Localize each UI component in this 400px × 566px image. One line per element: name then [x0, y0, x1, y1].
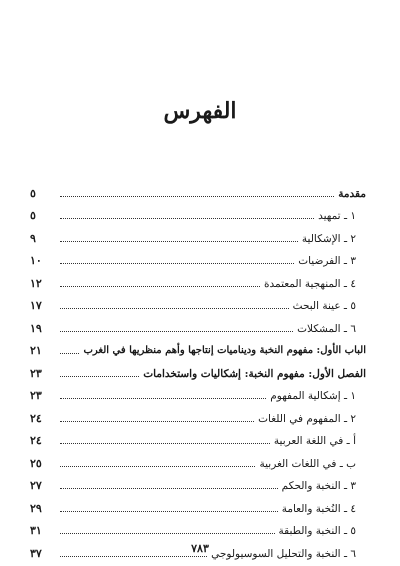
- toc-entry: [30, 313, 366, 336]
- dot-leader: [60, 218, 314, 219]
- toc-entry-page: ١٧: [30, 299, 42, 312]
- dot-leader: [60, 331, 293, 332]
- toc-entry-label: ٦ ـ المشكلات: [297, 322, 356, 335]
- toc-entry: [30, 381, 366, 404]
- dot-leader: [60, 196, 334, 197]
- dot-leader: [60, 353, 79, 354]
- toc-entry-page: ٣١: [30, 524, 42, 537]
- table-of-contents: [30, 178, 366, 561]
- dot-leader: [60, 466, 255, 467]
- toc-entry: [30, 426, 366, 449]
- toc-entry: [30, 516, 366, 539]
- toc-entry-label: ٢ ـ المفهوم في اللغات: [258, 412, 356, 425]
- toc-entry-label: ٤ ـ النُخبة والعامة: [281, 502, 356, 515]
- toc-entry-page: ١٢: [30, 276, 42, 290]
- toc-entry-page: ٢٤: [30, 411, 42, 425]
- dot-leader: [60, 241, 298, 242]
- toc-entry-page: ٥: [30, 209, 36, 222]
- dot-leader: [60, 263, 294, 264]
- toc-entry-label: ٣ ـ الفرضيات: [298, 255, 356, 267]
- dot-leader: [60, 488, 278, 489]
- toc-entry-label: الفصل الأول: مفهوم النخبة: إشكاليات واستخدامات: [143, 367, 366, 380]
- toc-entry: [30, 291, 366, 314]
- toc-entry: [30, 493, 366, 516]
- toc-entry-page: ١٠: [30, 254, 42, 267]
- dot-leader: [60, 286, 260, 287]
- toc-entry-label: ٥ ـ النخبة والطبقة: [278, 525, 356, 537]
- toc-entry-label: ٣ ـ النخبة والحكم: [281, 480, 356, 492]
- toc-entry-page: ٩: [30, 231, 36, 245]
- toc-entry: [30, 178, 366, 201]
- dot-leader: [60, 533, 275, 534]
- dot-leader: [60, 398, 266, 399]
- toc-entry-label: ب ـ في اللغات الغربية: [259, 457, 356, 470]
- toc-entry-page: ٢٥: [30, 456, 42, 470]
- toc-entry: [30, 448, 366, 471]
- toc-entry-page: ٢١: [30, 344, 42, 357]
- toc-entry: [30, 403, 366, 426]
- toc-entry-page: ٣٧: [30, 546, 42, 560]
- page-number: ٧٨٣: [191, 542, 209, 555]
- toc-entry-page: ٢٩: [30, 501, 42, 515]
- toc-entry: [30, 223, 366, 246]
- toc-entry-label: ١ ـ تمهيد: [318, 210, 356, 222]
- toc-entry-label: أ ـ في اللغة العربية: [273, 435, 356, 447]
- toc-entry-label: ٤ ـ المنهجية المعتمدة: [263, 277, 356, 290]
- toc-entry-page: ٢٣: [30, 389, 42, 402]
- toc-entry: [30, 336, 366, 359]
- toc-entry-label: مقدمة: [338, 187, 366, 200]
- dot-leader: [60, 556, 207, 557]
- toc-entry-page: ١٩: [30, 321, 42, 335]
- toc-entry: [30, 471, 366, 494]
- toc-entry: [30, 201, 366, 224]
- toc-entry-label: ٥ ـ عينة البحث: [292, 300, 356, 312]
- toc-entry-label: ١ ـ إشكالية المفهوم: [270, 390, 356, 402]
- toc-entry: [30, 358, 366, 381]
- toc-entry-page: ٢٣: [30, 366, 42, 380]
- toc-entry-page: ٢٧: [30, 479, 42, 492]
- toc-entry-label: ٢ ـ الإشكالية: [301, 232, 356, 245]
- toc-entry-label: ٦ ـ النخبة والتحليل السوسيولوجي: [211, 547, 356, 560]
- toc-entry: [30, 246, 366, 269]
- dot-leader: [60, 511, 278, 512]
- toc-entry-label: الباب الأول: مفهوم النخبة وديناميات إنتاجها وأهم منظريها في الغرب: [83, 345, 366, 356]
- toc-entry: [30, 268, 366, 291]
- dot-leader: [60, 308, 289, 309]
- dot-leader: [60, 443, 270, 444]
- toc-entry-page: ٢٤: [30, 434, 42, 447]
- dot-leader: [60, 421, 254, 422]
- toc-entry-page: ٥: [30, 186, 36, 200]
- page-title: الفهرس: [163, 98, 237, 124]
- dot-leader: [60, 376, 139, 377]
